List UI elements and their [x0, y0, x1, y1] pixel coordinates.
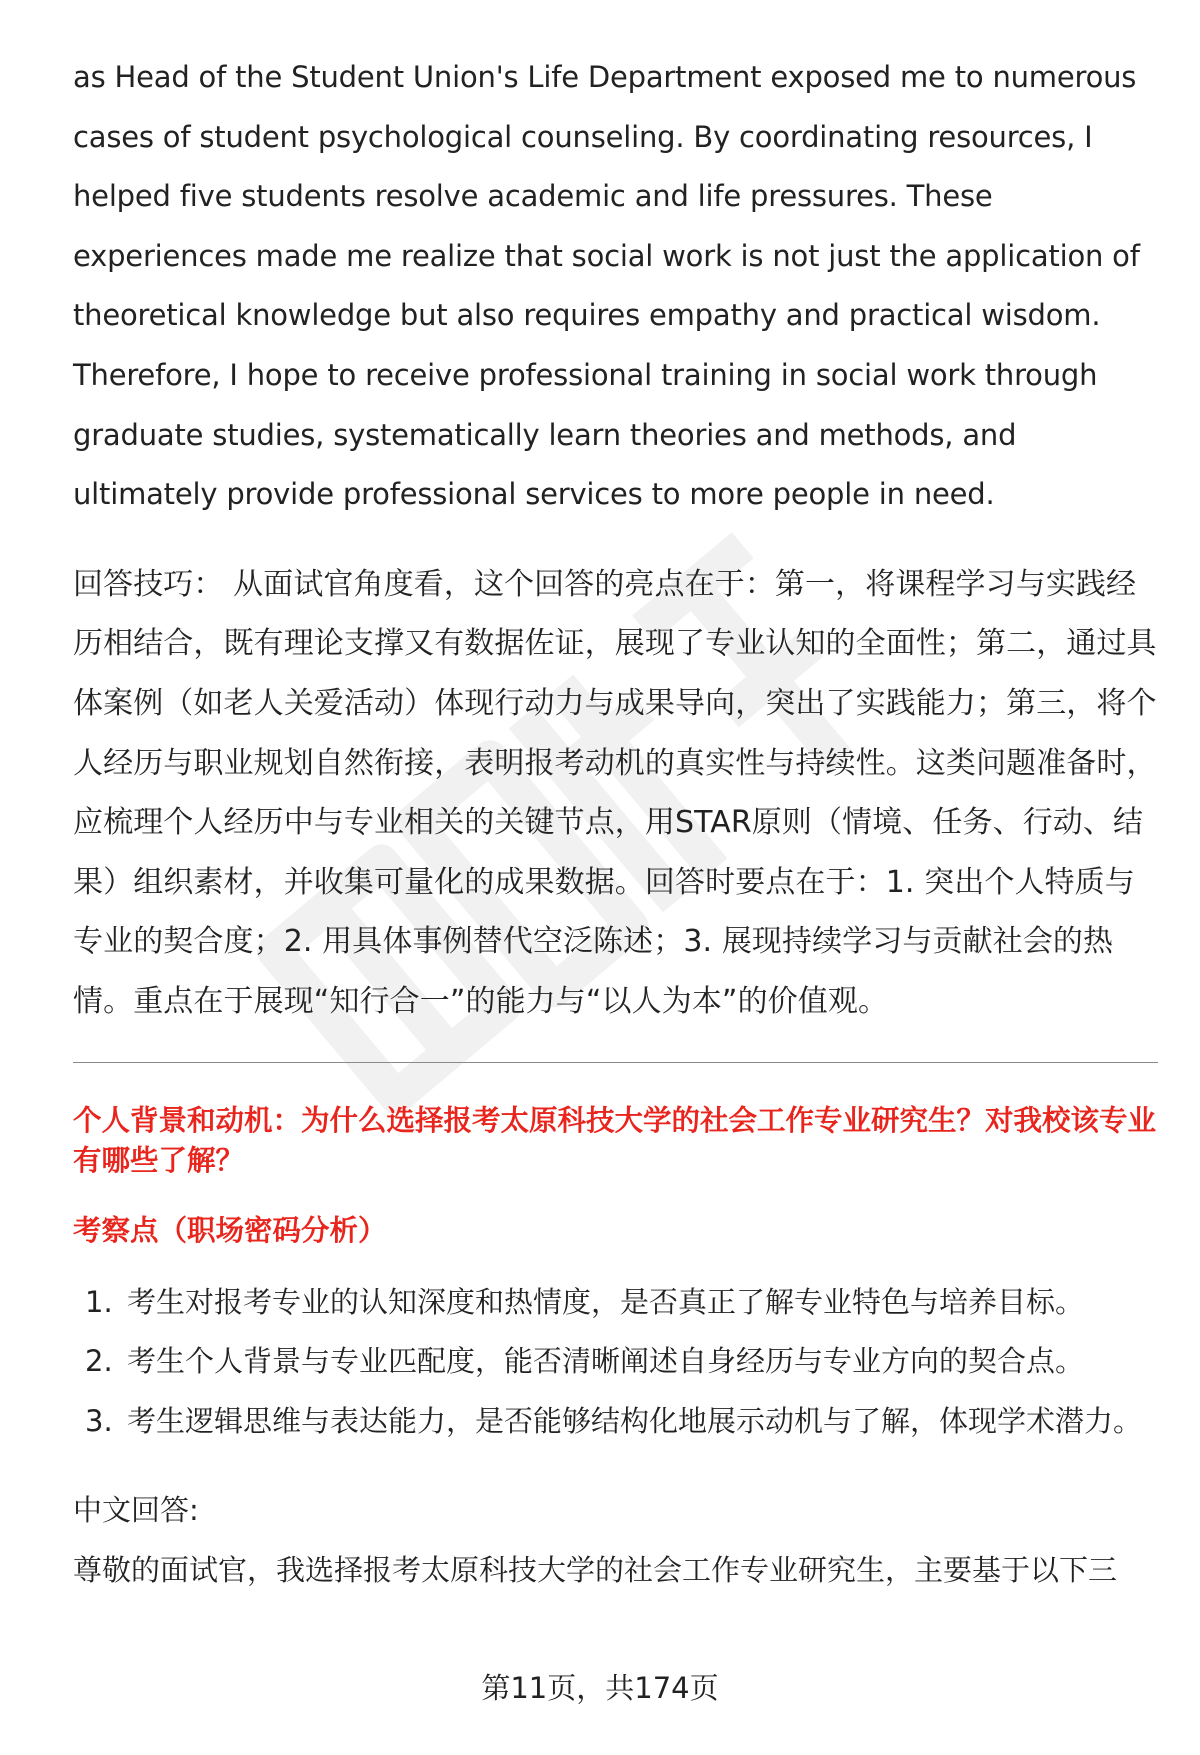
answer-label: 中文回答: — [73, 1493, 199, 1528]
list-number: 2. — [85, 1344, 113, 1379]
list-number: 3. — [85, 1403, 113, 1438]
list-item — [73, 1392, 1158, 1452]
analysis-heading: 考察点（职场密码分析） — [73, 1213, 387, 1247]
list-item-text: 考生逻辑思维与表达能力，是否能够结构化地展示动机与了解，体现学术潜力。 — [127, 1403, 1143, 1438]
question-title: 个人背景和动机：为什么选择报考太原科技大学的社会工作专业研究生？对我校该专业有哪些了解？ — [73, 1103, 1157, 1177]
answer-text: 尊敬的面试官，我选择报考太原科技大学的社会工作专业研究生，主要基于以下三 — [73, 1552, 1118, 1587]
list-item-text: 考生个人背景与专业匹配度，能否清晰阐述自身经历与专业方向的契合点。 — [127, 1344, 1085, 1379]
section-divider — [73, 1062, 1158, 1063]
list-number: 1. — [85, 1284, 113, 1319]
list-item-text: 考生对报考专业的认知深度和热情度，是否真正了解专业特色与培养目标。 — [127, 1284, 1085, 1319]
analysis-points — [73, 1273, 1158, 1452]
list-item — [73, 1273, 1158, 1333]
page-number: 第11页，共174页 — [481, 1671, 719, 1705]
document-content — [73, 48, 1158, 1600]
intro-paragraph: as Head of the Student Union's Life Department exposed me to numerous cases of student psychological counseling. By coordinating resources, I helped five students resolve academic and life pressures. These experiences made me realize that social work is not just the application of theoretical knowledge but also requires empathy and practical wisdom. Therefore, I hope to receive professional training in social work through graduate studies, systematically learn theories and methods, and ultimately provide professional services to more people in need. — [73, 60, 1140, 512]
answer-tips-paragraph: 回答技巧： 从面试官角度看，这个回答的亮点在于：第一，将课程学习与实践经历相结合，既有理论支撑又有数据佐证，展现了专业认知的全面性；第二，通过具体案例（如老人关爱活动）体现行动力与成果导向，突出了实践能力；第三，将个人经历与职业规划自然衔接，表明报考动机的真实性与持续性。这类问题准备时，应梳理个人经历中与专业相关的关键节点，用STAR原则（情境、任务、行动、结果）组织素材，并收集可量化的成果数据。回答时要点在于：1. 突出个人特质与专业的契合度；2. 用具体事例替代空泛陈述；3. 展现持续学习与贡献社会的热情。重点在于展现“知行合一”的能力与“以人为本”的价值观。 — [73, 566, 1157, 1019]
list-item — [73, 1332, 1158, 1392]
